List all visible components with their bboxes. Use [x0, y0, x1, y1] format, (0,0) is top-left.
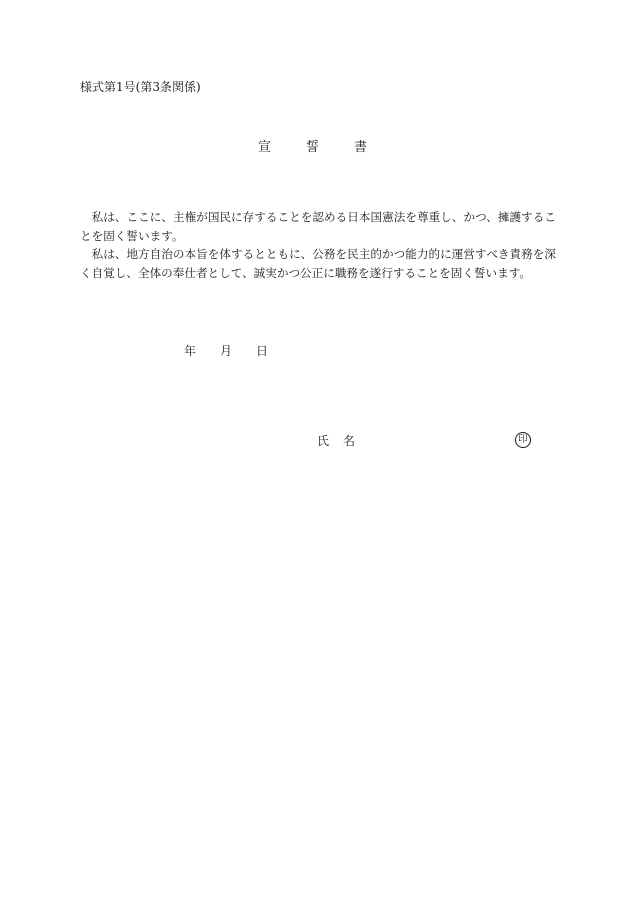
day-label: 日 [256, 344, 269, 358]
form-number-label: 様式第1号(第3条関係) [80, 80, 201, 94]
oath-body [80, 208, 556, 282]
document-title: 宣 誓 書 [257, 140, 378, 155]
year-label: 年 [184, 344, 197, 358]
seal-mark: 印 [515, 432, 531, 448]
oath-paragraph-constitution: 私は、ここに、主権が国民に存することを認める日本国憲法を尊重し、かつ、擁護することを固く誓います。 [80, 210, 556, 243]
name-label: 氏名 [317, 434, 370, 448]
month-label: 月 [220, 344, 233, 358]
date-line [184, 342, 268, 359]
oath-paragraph-duty: 私は、地方自治の本旨を体するとともに、公務を民主的かつ能力的に運営すべき責務を深く自覚し、全体の奉仕者として、誠実かつ公正に職務を遂行することを固く誓います。 [80, 247, 556, 280]
signature-line [317, 432, 369, 449]
